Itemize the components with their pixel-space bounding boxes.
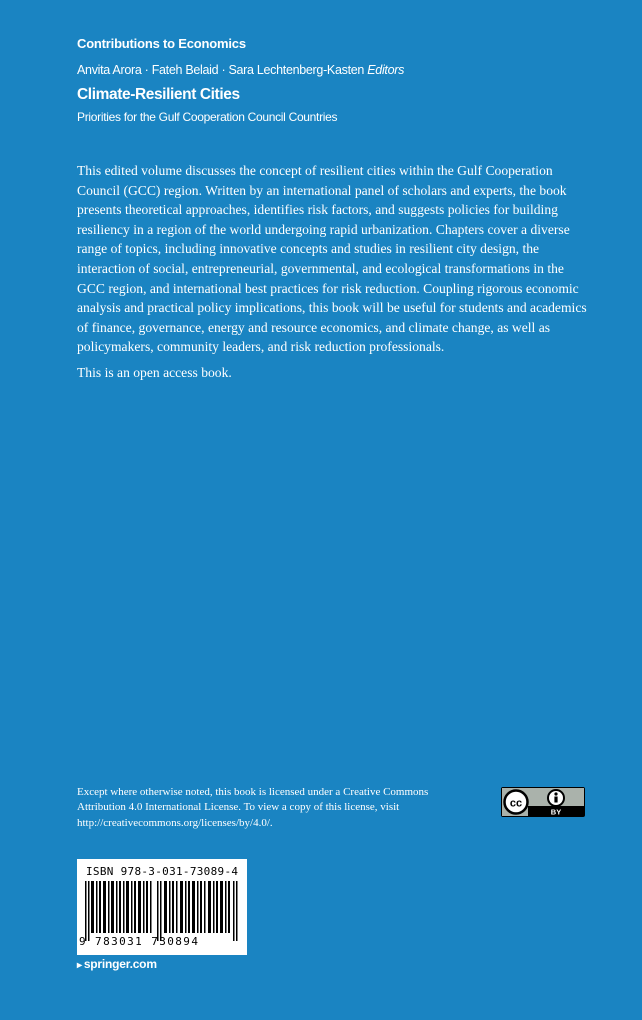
open-access-note: This is an open access book. xyxy=(77,364,232,380)
svg-text:cc: cc xyxy=(509,797,523,810)
arrow-right-icon: ▸ xyxy=(77,960,82,971)
cc-by-license-badge xyxy=(501,787,585,817)
editors-role: Editors xyxy=(367,63,405,77)
book-title: Climate-Resilient Cities xyxy=(77,86,240,103)
description-paragraph: This edited volume discusses the concept of resilient cities within the Gulf Cooperation Council (GCC) region. Written by an international panel of scholars and experts, the book presents theoretical approaches, identifies risk factors, and suggests policies for building resiliency in a region of the world undergoing rapid urbanization. Chapters cover a diverse range of topics, including innovative concepts and studies in resilient city design, the interaction of social, entrepreneurial, governmental, and ecological transformations in the GCC region, and international best practices for risk reduction. Coupling rigorous economic analysis and practical policy implications, this book will be useful for students and academics of finance, governance, energy and resource economics, and climate change, as well as policymakers, community leaders, and risk reduction professionals. xyxy=(77,163,587,355)
editors-names: Anvita Arora · Fateh Belaid · Sara Lechtenberg-Kasten xyxy=(77,63,365,77)
barcode xyxy=(77,859,247,955)
barcode-bars xyxy=(85,881,239,941)
license-text: Except where otherwise noted, this book is licensed under a Creative Commons Attribution 4.0 International License. To view a copy of this license, visit http://creativecommons.org/licenses/by/4.0/. xyxy=(77,786,429,829)
cc-by-label: BY xyxy=(550,807,562,816)
cc-by-logo xyxy=(502,788,584,816)
editors-line xyxy=(77,63,404,77)
isbn-text: ISBN 978-3-031-73089-4 xyxy=(86,865,239,878)
publisher-link[interactable] xyxy=(77,957,157,971)
publisher-link-label: springer.com xyxy=(83,957,157,971)
blurb xyxy=(77,161,589,383)
book-subtitle: Priorities for the Gulf Cooperation Council Countries xyxy=(77,110,338,124)
series-name: Contributions to Economics xyxy=(77,36,246,51)
barcode-number: 9 783031 730894 xyxy=(79,935,200,948)
